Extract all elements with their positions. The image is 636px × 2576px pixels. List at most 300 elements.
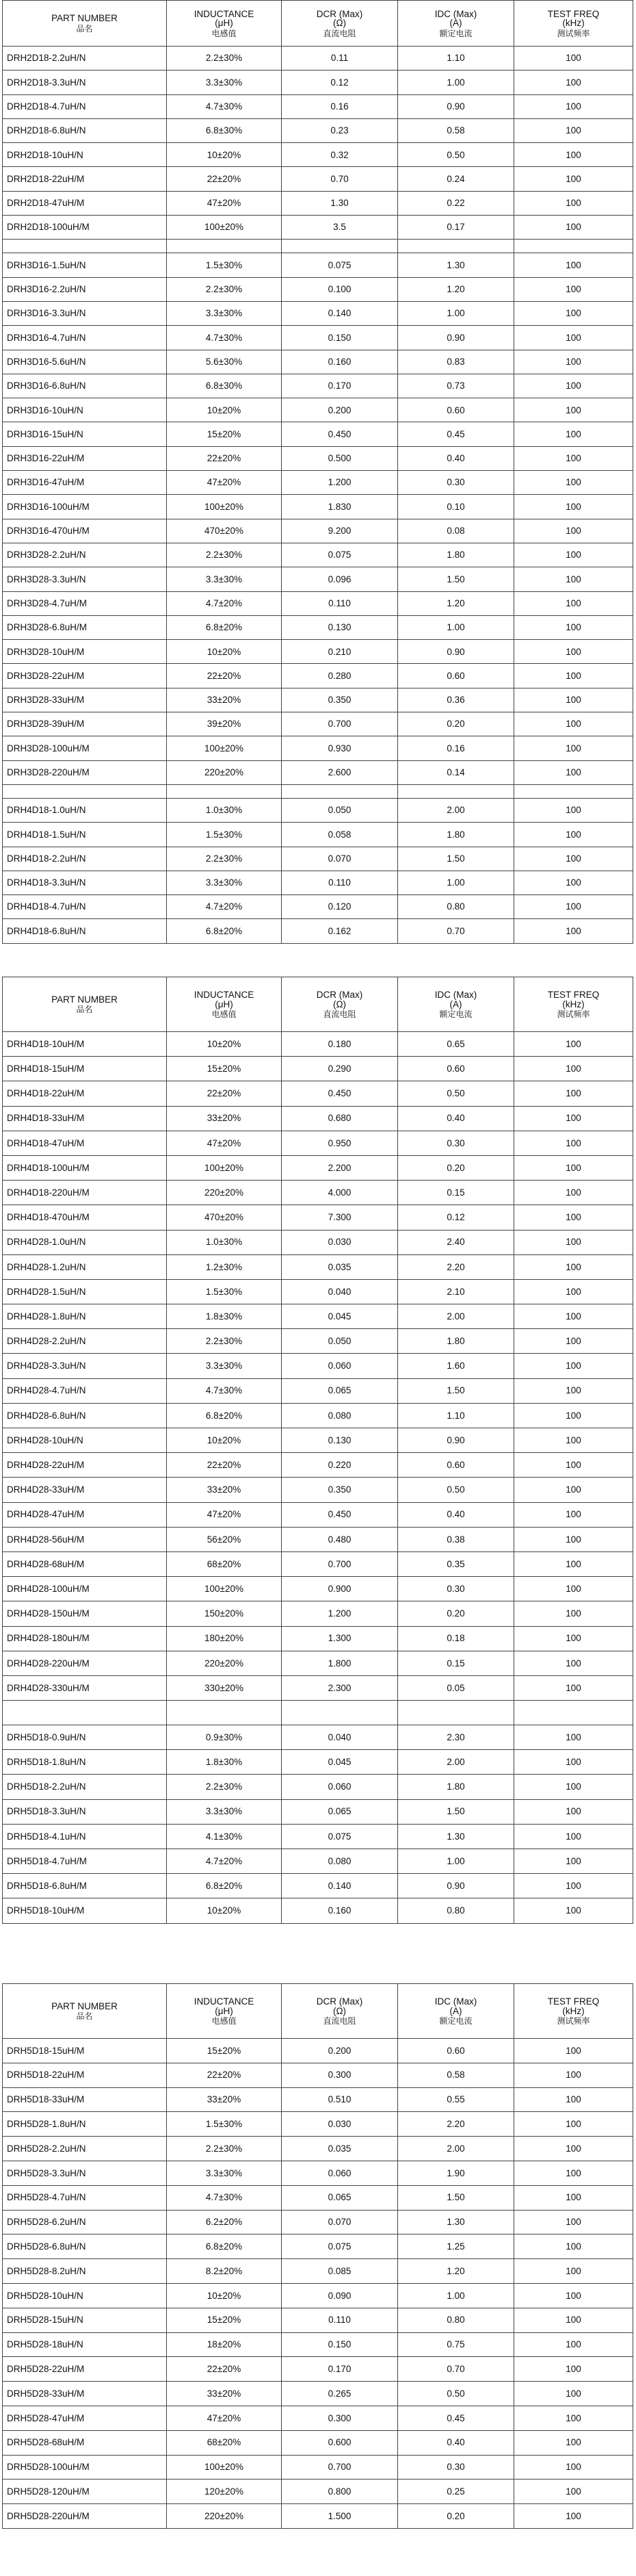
inductance-cell: 2.2±30% [167,2137,282,2161]
dcr-cell: 0.950 [282,1131,398,1155]
part-number-cell: DRH5D18-3.3uH/N [3,1799,167,1824]
idc-cell: 1.10 [398,47,514,70]
dcr-cell: 0.700 [282,2455,398,2480]
part-number-cell: DRH5D28-4.7uH/N [3,2185,167,2210]
table-row [3,1131,633,1155]
table-row [3,2480,633,2504]
test-freq-cell: 100 [514,1502,633,1527]
dcr-cell: 0.080 [282,1849,398,1874]
test-freq-cell: 100 [514,1354,633,1378]
test-freq-cell: 100 [514,847,633,871]
dcr-cell: 0.050 [282,1329,398,1354]
part-number-cell: DRH4D28-10uH/N [3,1428,167,1453]
inductance-cell: 1.5±30% [167,253,282,277]
table-row [3,760,633,784]
header-test-freq [514,977,633,1032]
header-inductance [167,1,282,47]
test-freq-cell: 100 [514,1551,633,1576]
idc-cell: 0.75 [398,2332,514,2357]
separator-row [3,1701,633,1725]
inductance-cell: 100±20% [167,1577,282,1601]
part-number-cell: DRH4D18-6.8uH/N [3,919,167,943]
part-number-cell: DRH4D28-1.5uH/N [3,1279,167,1304]
header-label-zh: 电感值 [211,1009,237,1019]
inductance-cell: 4.1±30% [167,1824,282,1849]
header-label: PART NUMBER [51,994,118,1005]
test-freq-cell: 100 [514,567,633,591]
dcr-cell: 0.130 [282,1428,398,1453]
dcr-cell: 0.290 [282,1057,398,1081]
table-row [3,1551,633,1576]
table-row [3,1626,633,1651]
table-row [3,2185,633,2210]
dcr-cell: 0.150 [282,2332,398,2357]
part-number-cell: DRH4D28-330uH/M [3,1675,167,1700]
table-row [3,277,633,301]
inductance-cell: 220±20% [167,1181,282,1205]
dcr-cell: 0.045 [282,1750,398,1775]
dcr-cell: 0.450 [282,1502,398,1527]
dcr-cell: 0.075 [282,1824,398,1849]
header-unit: (Ω) [332,2005,347,2016]
dcr-cell: 0.480 [282,1527,398,1551]
inductance-cell: 100±20% [167,736,282,760]
inductance-cell: 15±20% [167,2308,282,2332]
part-number-cell: DRH5D18-22uH/M [3,2063,167,2087]
inductance-cell: 10±20% [167,143,282,167]
idc-cell: 1.00 [398,871,514,894]
header-idc [398,1984,514,2039]
dcr-cell: 0.70 [282,167,398,191]
empty-cell [398,1701,514,1725]
idc-cell: 1.20 [398,2259,514,2284]
idc-cell: 1.50 [398,847,514,871]
idc-cell: 0.50 [398,2382,514,2406]
header-label-zh: 额定电流 [439,1009,473,1019]
dcr-cell: 0.065 [282,1799,398,1824]
test-freq-cell: 100 [514,374,633,398]
header-row [3,977,633,1032]
dcr-cell: 0.040 [282,1279,398,1304]
part-number-cell: DRH3D28-100uH/M [3,736,167,760]
idc-cell: 0.90 [398,1428,514,1453]
inductance-cell: 18±20% [167,2332,282,2357]
header-label-zh: 额定电流 [439,28,473,38]
inductance-cell: 10±20% [167,1428,282,1453]
table-row [3,1601,633,1626]
dcr-cell: 0.170 [282,2357,398,2382]
empty-cell [167,1701,282,1725]
header-label: INDUCTANCE [194,8,254,19]
table-row [3,1824,633,1849]
idc-cell: 2.20 [398,1254,514,1279]
test-freq-cell: 100 [514,1849,633,1874]
idc-cell: 0.08 [398,519,514,543]
header-label: INDUCTANCE [194,990,254,1000]
inductance-cell: 150±20% [167,1601,282,1626]
part-number-cell: DRH3D16-5.6uH/N [3,350,167,374]
table-row [3,2504,633,2529]
part-number-cell: DRH5D18-10uH/M [3,1898,167,1923]
inductance-cell: 5.6±30% [167,350,282,374]
header-label-zh: 测试频率 [557,28,590,38]
dcr-cell: 0.350 [282,688,398,712]
test-freq-cell: 100 [514,2382,633,2406]
part-number-cell: DRH3D16-22uH/M [3,446,167,470]
table-row [3,1898,633,1923]
dcr-cell: 0.160 [282,350,398,374]
part-number-cell: DRH2D18-6.8uH/N [3,118,167,142]
inductance-cell: 4.7±30% [167,1378,282,1403]
separator-row [3,784,633,798]
spec-table-3 [2,1983,633,2529]
inductance-cell: 220±20% [167,2504,282,2529]
header-label-zh: 品名 [76,1005,93,1015]
inductance-cell: 180±20% [167,1626,282,1651]
test-freq-cell: 100 [514,664,633,688]
dcr-cell: 0.080 [282,1403,398,1428]
part-number-cell: DRH5D28-3.3uH/N [3,2161,167,2185]
inductance-cell: 4.7±20% [167,895,282,919]
idc-cell: 0.73 [398,374,514,398]
dcr-cell: 1.200 [282,1601,398,1626]
test-freq-cell: 100 [514,167,633,191]
test-freq-cell: 100 [514,798,633,822]
test-freq-cell: 100 [514,2112,633,2137]
inductance-cell: 3.3±30% [167,70,282,94]
table-row [3,895,633,919]
part-number-cell: DRH5D28-68uH/M [3,2430,167,2455]
idc-cell: 0.25 [398,2480,514,2504]
idc-cell: 0.58 [398,118,514,142]
header-unit: (μH) [215,18,233,28]
empty-cell [3,240,167,253]
dcr-cell: 0.170 [282,374,398,398]
inductance-cell: 220±20% [167,1651,282,1675]
dcr-cell: 0.220 [282,1453,398,1478]
part-number-cell: DRH4D18-220uH/M [3,1181,167,1205]
idc-cell: 0.80 [398,1898,514,1923]
idc-cell: 1.20 [398,591,514,615]
table-row [3,1230,633,1254]
table-row [3,1502,633,1527]
header-label-zh: 直流电阻 [323,28,356,38]
test-freq-cell: 100 [514,1155,633,1180]
part-number-cell: DRH5D28-22uH/M [3,2357,167,2382]
dcr-cell: 9.200 [282,519,398,543]
header-label: DCR (Max) [316,990,363,1000]
table-row [3,191,633,215]
part-number-cell: DRH5D28-2.2uH/N [3,2137,167,2161]
part-number-cell: DRH3D16-470uH/M [3,519,167,543]
idc-cell: 1.30 [398,1824,514,1849]
idc-cell: 0.60 [398,398,514,422]
dcr-cell: 0.065 [282,1378,398,1403]
dcr-cell: 0.700 [282,712,398,736]
dcr-cell: 0.030 [282,2112,398,2137]
dcr-cell: 0.120 [282,895,398,919]
test-freq-cell: 100 [514,2504,633,2529]
inductance-cell: 6.8±20% [167,2234,282,2259]
idc-cell: 1.30 [398,253,514,277]
inductance-cell: 4.7±30% [167,94,282,118]
test-freq-cell: 100 [514,1032,633,1057]
idc-cell: 0.18 [398,1626,514,1651]
dcr-cell: 1.830 [282,495,398,519]
part-number-cell: DRH4D18-2.2uH/N [3,847,167,871]
test-freq-cell: 100 [514,2455,633,2480]
dcr-cell: 2.600 [282,760,398,784]
header-idc [398,1,514,47]
idc-cell: 1.00 [398,70,514,94]
header-row [3,1984,633,2039]
test-freq-cell: 100 [514,1675,633,1700]
dcr-cell: 0.140 [282,301,398,325]
inductance-cell: 2.2±30% [167,1329,282,1354]
table-row [3,1453,633,1478]
inductance-cell: 39±20% [167,712,282,736]
inductance-cell: 3.3±30% [167,1799,282,1824]
idc-cell: 0.40 [398,446,514,470]
idc-cell: 0.58 [398,2063,514,2087]
header-label: DCR (Max) [316,1996,363,2007]
table-row [3,664,633,688]
part-number-cell: DRH3D28-2.2uH/N [3,543,167,567]
test-freq-cell: 100 [514,919,633,943]
table-row [3,326,633,350]
inductance-cell: 33±20% [167,1478,282,1502]
dcr-cell: 0.070 [282,2210,398,2234]
table-row [3,2283,633,2308]
dcr-cell: 0.110 [282,871,398,894]
part-number-cell: DRH4D28-3.3uH/N [3,1354,167,1378]
part-number-cell: DRH2D18-22uH/M [3,167,167,191]
idc-cell: 0.35 [398,1551,514,1576]
dcr-cell: 0.150 [282,326,398,350]
part-number-cell: DRH4D28-22uH/M [3,1453,167,1478]
test-freq-cell: 100 [514,301,633,325]
empty-cell [167,240,282,253]
empty-cell [167,784,282,798]
test-freq-cell: 100 [514,2357,633,2382]
inductance-cell: 6.2±20% [167,2210,282,2234]
table-row [3,1478,633,1502]
header-unit: (μH) [215,2005,233,2016]
test-freq-cell: 100 [514,1750,633,1775]
inductance-cell: 4.7±30% [167,326,282,350]
header-unit: (μH) [215,999,233,1009]
table-row [3,1254,633,1279]
test-freq-cell: 100 [514,1601,633,1626]
table-row [3,1155,633,1180]
table-row [3,1181,633,1205]
idc-cell: 0.90 [398,640,514,664]
header-label-zh: 测试频率 [557,1009,590,1019]
header-unit: (kHz) [562,999,585,1009]
inductance-cell: 47±20% [167,1502,282,1527]
header-part-number [3,977,167,1032]
test-freq-cell: 100 [514,253,633,277]
test-freq-cell: 100 [514,422,633,446]
part-number-cell: DRH4D28-220uH/M [3,1651,167,1675]
dcr-cell: 0.16 [282,94,398,118]
test-freq-cell: 100 [514,2039,633,2063]
test-freq-cell: 100 [514,216,633,240]
inductance-cell: 2.2±30% [167,1775,282,1799]
table-row [3,2161,633,2185]
idc-cell: 0.17 [398,216,514,240]
table-row [3,640,633,664]
dcr-cell: 0.085 [282,2259,398,2284]
test-freq-cell: 100 [514,2161,633,2185]
inductance-cell: 33±20% [167,1106,282,1131]
table-row [3,167,633,191]
idc-cell: 0.60 [398,2039,514,2063]
idc-cell: 1.00 [398,1849,514,1874]
test-freq-cell: 100 [514,1081,633,1106]
dcr-cell: 0.040 [282,1725,398,1750]
dcr-cell: 0.070 [282,847,398,871]
idc-cell: 0.90 [398,94,514,118]
test-freq-cell: 100 [514,1824,633,1849]
header-label-zh: 额定电流 [439,2016,473,2026]
dcr-cell: 0.500 [282,446,398,470]
part-number-cell: DRH4D18-470uH/M [3,1205,167,1230]
dcr-cell: 0.075 [282,543,398,567]
table-row [3,1378,633,1403]
test-freq-cell: 100 [514,277,633,301]
idc-cell: 1.80 [398,543,514,567]
dcr-cell: 0.075 [282,2234,398,2259]
test-freq-cell: 100 [514,1626,633,1651]
dcr-cell: 0.110 [282,591,398,615]
part-number-cell: DRH4D18-22uH/M [3,1081,167,1106]
table-row [3,847,633,871]
idc-cell: 0.40 [398,1106,514,1131]
test-freq-cell: 100 [514,1205,633,1230]
part-number-cell: DRH5D28-6.8uH/N [3,2234,167,2259]
empty-cell [398,784,514,798]
inductance-cell: 22±20% [167,1453,282,1478]
table-row [3,823,633,847]
table-row [3,1329,633,1354]
idc-cell: 0.60 [398,664,514,688]
table-row [3,2382,633,2406]
header-unit: (kHz) [562,18,585,28]
part-number-cell: DRH5D28-33uH/M [3,2382,167,2406]
part-number-cell: DRH4D28-1.8uH/N [3,1304,167,1329]
test-freq-cell: 100 [514,2210,633,2234]
dcr-cell: 0.265 [282,2382,398,2406]
inductance-cell: 100±20% [167,495,282,519]
inductance-cell: 470±20% [167,519,282,543]
table-row [3,1081,633,1106]
idc-cell: 0.12 [398,1205,514,1230]
test-freq-cell: 100 [514,398,633,422]
header-label-zh: 电感值 [211,2016,237,2026]
idc-cell: 0.83 [398,350,514,374]
table-row [3,1279,633,1304]
inductance-cell: 47±20% [167,2406,282,2430]
header-idc [398,977,514,1032]
inductance-cell: 10±20% [167,2283,282,2308]
spec-table-2 [2,977,633,1924]
test-freq-cell: 100 [514,2185,633,2210]
inductance-cell: 2.2±30% [167,847,282,871]
test-freq-cell: 100 [514,1230,633,1254]
test-freq-cell: 100 [514,1428,633,1453]
part-number-cell: DRH5D28-1.8uH/N [3,2112,167,2137]
header-label: TEST FREQ [547,1996,600,2007]
inductance-cell: 22±20% [167,446,282,470]
test-freq-cell: 100 [514,1898,633,1923]
inductance-cell: 4.7±20% [167,591,282,615]
test-freq-cell: 100 [514,1775,633,1799]
part-number-cell: DRH4D28-6.8uH/N [3,1403,167,1428]
idc-cell: 0.55 [398,2087,514,2112]
inductance-cell: 1.0±30% [167,798,282,822]
part-number-cell: DRH5D18-15uH/M [3,2039,167,2063]
header-unit: (A) [449,18,462,28]
part-number-cell: DRH3D28-220uH/M [3,760,167,784]
idc-cell: 1.50 [398,2185,514,2210]
table-row [3,1675,633,1700]
table-row [3,2430,633,2455]
empty-cell [398,240,514,253]
test-freq-cell: 100 [514,446,633,470]
dcr-cell: 0.075 [282,253,398,277]
empty-cell [282,784,398,798]
test-freq-cell: 100 [514,640,633,664]
dcr-cell: 0.130 [282,615,398,639]
table-row [3,1354,633,1378]
idc-cell: 0.15 [398,1651,514,1675]
empty-cell [3,784,167,798]
inductance-cell: 2.2±30% [167,543,282,567]
part-number-cell: DRH5D28-47uH/M [3,2406,167,2430]
idc-cell: 2.00 [398,798,514,822]
table-row [3,216,633,240]
dcr-cell: 2.300 [282,1675,398,1700]
table-row [3,1577,633,1601]
inductance-cell: 22±20% [167,167,282,191]
header-label-zh: 品名 [76,2011,93,2022]
idc-cell: 0.20 [398,1155,514,1180]
header-row [3,1,633,47]
test-freq-cell: 100 [514,1478,633,1502]
part-number-cell: DRH3D16-15uH/N [3,422,167,446]
dcr-cell: 1.500 [282,2504,398,2529]
table-row [3,471,633,495]
empty-cell [282,240,398,253]
test-freq-cell: 100 [514,191,633,215]
test-freq-cell: 100 [514,736,633,760]
inductance-cell: 1.8±30% [167,1750,282,1775]
inductance-cell: 6.8±30% [167,374,282,398]
idc-cell: 0.30 [398,471,514,495]
idc-cell: 2.20 [398,2112,514,2137]
table-row [3,2087,633,2112]
table-row [3,2137,633,2161]
part-number-cell: DRH3D16-6.8uH/N [3,374,167,398]
test-freq-cell: 100 [514,495,633,519]
table-row [3,871,633,894]
dcr-cell: 0.12 [282,70,398,94]
inductance-cell: 22±20% [167,2357,282,2382]
test-freq-cell: 100 [514,823,633,847]
idc-cell: 1.60 [398,1354,514,1378]
inductance-cell: 47±20% [167,471,282,495]
